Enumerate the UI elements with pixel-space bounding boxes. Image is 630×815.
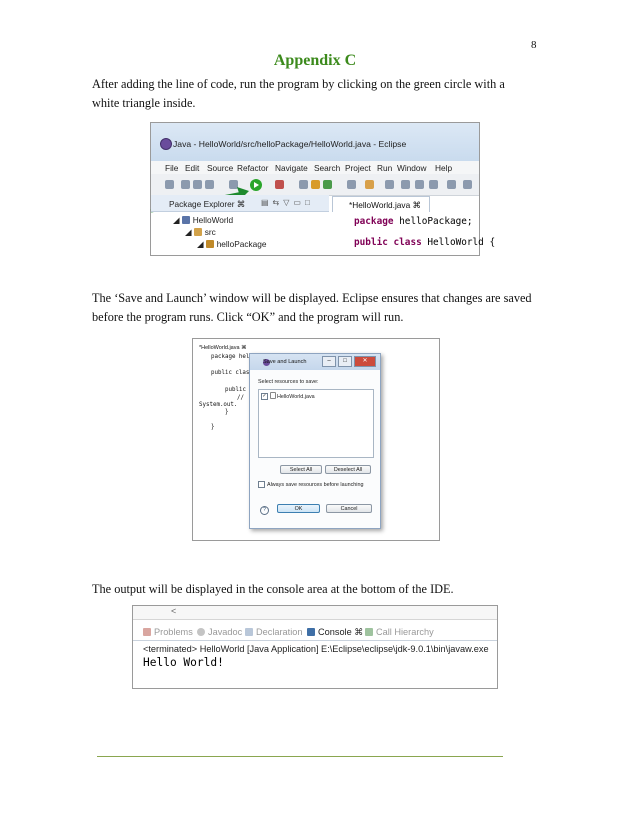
scroll-left-icon[interactable]: < — [171, 606, 177, 616]
back-icon[interactable] — [447, 180, 456, 189]
console-output: Hello World! — [143, 656, 224, 669]
page-title: Appendix C — [273, 52, 357, 69]
bottom-panel-tabs — [133, 624, 497, 641]
search-icon[interactable] — [385, 180, 394, 189]
instruction-paragraph-run: After adding the line of code, run the program by clicking on the green circle with a white triangle inside. — [92, 77, 505, 110]
cancel-button[interactable]: Cancel — [326, 504, 372, 513]
javadoc-icon — [197, 628, 205, 636]
menu-bar — [151, 161, 479, 174]
project-icon — [182, 216, 190, 224]
tab-call-hierarchy[interactable]: Call Hierarchy — [365, 627, 434, 637]
terminated-status: <terminated> HelloWorld [Java Application] E:\Eclipse\eclipse\jdk-9.0.1\bin\javaw.exe — [143, 644, 489, 654]
tree-item-package[interactable]: ◢ helloPackage — [197, 239, 267, 249]
page-number: 8 — [531, 39, 537, 51]
window-titlebar — [151, 123, 479, 161]
menu-project[interactable]: Project — [345, 163, 371, 173]
deselect-all-button[interactable]: Deselect All — [325, 465, 371, 474]
code-line-class: public class HelloWorld { — [354, 237, 496, 248]
editor-tab-helloworld[interactable]: *HelloWorld.java ⌘ — [332, 196, 430, 212]
tab-javadoc[interactable]: Javadoc — [197, 627, 242, 637]
menu-file[interactable]: File — [165, 163, 179, 173]
navigate-icon[interactable] — [429, 180, 438, 189]
java-file-icon — [270, 392, 276, 399]
source-folder-icon — [194, 228, 202, 236]
maximize-button[interactable]: □ — [338, 356, 352, 367]
external-tools-icon[interactable] — [275, 180, 284, 189]
window-title: Java - HelloWorld/src/helloPackage/HelloWorld.java - Eclipse — [173, 139, 407, 149]
help-icon[interactable]: ? — [260, 506, 269, 515]
menu-navigate[interactable]: Navigate — [275, 163, 308, 173]
new-package-icon[interactable] — [311, 180, 320, 189]
declaration-icon — [245, 628, 253, 636]
tab-console[interactable]: Console ⌘ — [307, 627, 363, 638]
tab-declaration[interactable]: Declaration — [245, 627, 302, 637]
save-and-launch-dialog — [249, 353, 381, 529]
instruction-paragraph-output: The output will be displayed in the console area at the bottom of the IDE. — [92, 582, 454, 596]
select-all-button[interactable]: Select All — [280, 465, 322, 474]
always-save-option[interactable]: Always save resources before launching — [258, 481, 363, 488]
menu-window[interactable]: Window — [397, 163, 427, 173]
code-line: } — [225, 409, 229, 415]
view-controls[interactable]: ▤⇆▽▭□ — [261, 198, 314, 207]
editor-tab-helloworld[interactable]: *HelloWorld.java ⌘ — [199, 345, 247, 351]
tab-problems[interactable]: Problems — [143, 627, 193, 637]
footer-divider — [97, 756, 503, 757]
ok-button[interactable]: OK — [277, 504, 320, 513]
menu-source[interactable]: Source — [207, 163, 234, 173]
code-line: public clas — [211, 370, 250, 376]
dialog-title: Save and Launch — [263, 359, 307, 365]
tree-item-src[interactable]: ◢ src — [185, 227, 216, 237]
menu-search[interactable]: Search — [314, 163, 341, 173]
menu-edit[interactable]: Edit — [185, 163, 200, 173]
code-line: public — [225, 387, 246, 393]
package-explorer-tab[interactable]: Package Explorer ⌘ — [169, 199, 246, 209]
eclipse-toolbar-screenshot — [150, 122, 496, 256]
problems-icon — [143, 628, 151, 636]
menu-refactor[interactable]: Refactor — [237, 163, 269, 173]
code-line: } — [211, 424, 215, 430]
select-resources-label: Select resources to save: — [258, 379, 319, 385]
new-class-icon[interactable] — [323, 180, 332, 189]
list-item[interactable]: ✓ HelloWorld.java — [262, 393, 315, 400]
resource-checkbox[interactable]: ✓ — [262, 393, 267, 400]
menu-help[interactable]: Help — [435, 163, 453, 173]
instruction-paragraph-save: The ‘Save and Launch’ window will be displayed. Eclipse ensures that changes are saved before the program runs. Click “OK” and the program will run. — [92, 291, 532, 324]
save-and-launch-screenshot — [192, 338, 440, 541]
tree-item-project[interactable]: ◢ HelloWorld — [173, 215, 234, 225]
code-line: System.out. — [199, 402, 238, 408]
call-hierarchy-icon — [365, 628, 373, 636]
new-java-project-icon[interactable] — [299, 180, 308, 189]
code-line: package hel — [211, 354, 250, 360]
toggle-icon[interactable] — [401, 180, 410, 189]
open-type-icon[interactable] — [347, 180, 356, 189]
code-line-package: package helloPackage; — [354, 216, 473, 227]
horizontal-scrollbar[interactable] — [133, 606, 497, 620]
close-icon[interactable]: ✕ — [354, 356, 376, 367]
menu-run[interactable]: Run — [377, 163, 393, 173]
console-icon — [307, 628, 315, 636]
always-save-checkbox[interactable] — [258, 481, 265, 488]
console-screenshot — [132, 605, 498, 689]
forward-icon[interactable] — [463, 180, 472, 189]
minimize-button[interactable]: ‒ — [322, 356, 336, 367]
code-line: // — [237, 395, 244, 401]
open-folder-icon[interactable] — [365, 180, 374, 189]
eclipse-app-icon — [160, 138, 172, 150]
annotation-icon[interactable] — [415, 180, 424, 189]
package-icon — [206, 240, 214, 248]
resources-list — [258, 389, 374, 458]
package-explorer-header — [151, 195, 329, 212]
